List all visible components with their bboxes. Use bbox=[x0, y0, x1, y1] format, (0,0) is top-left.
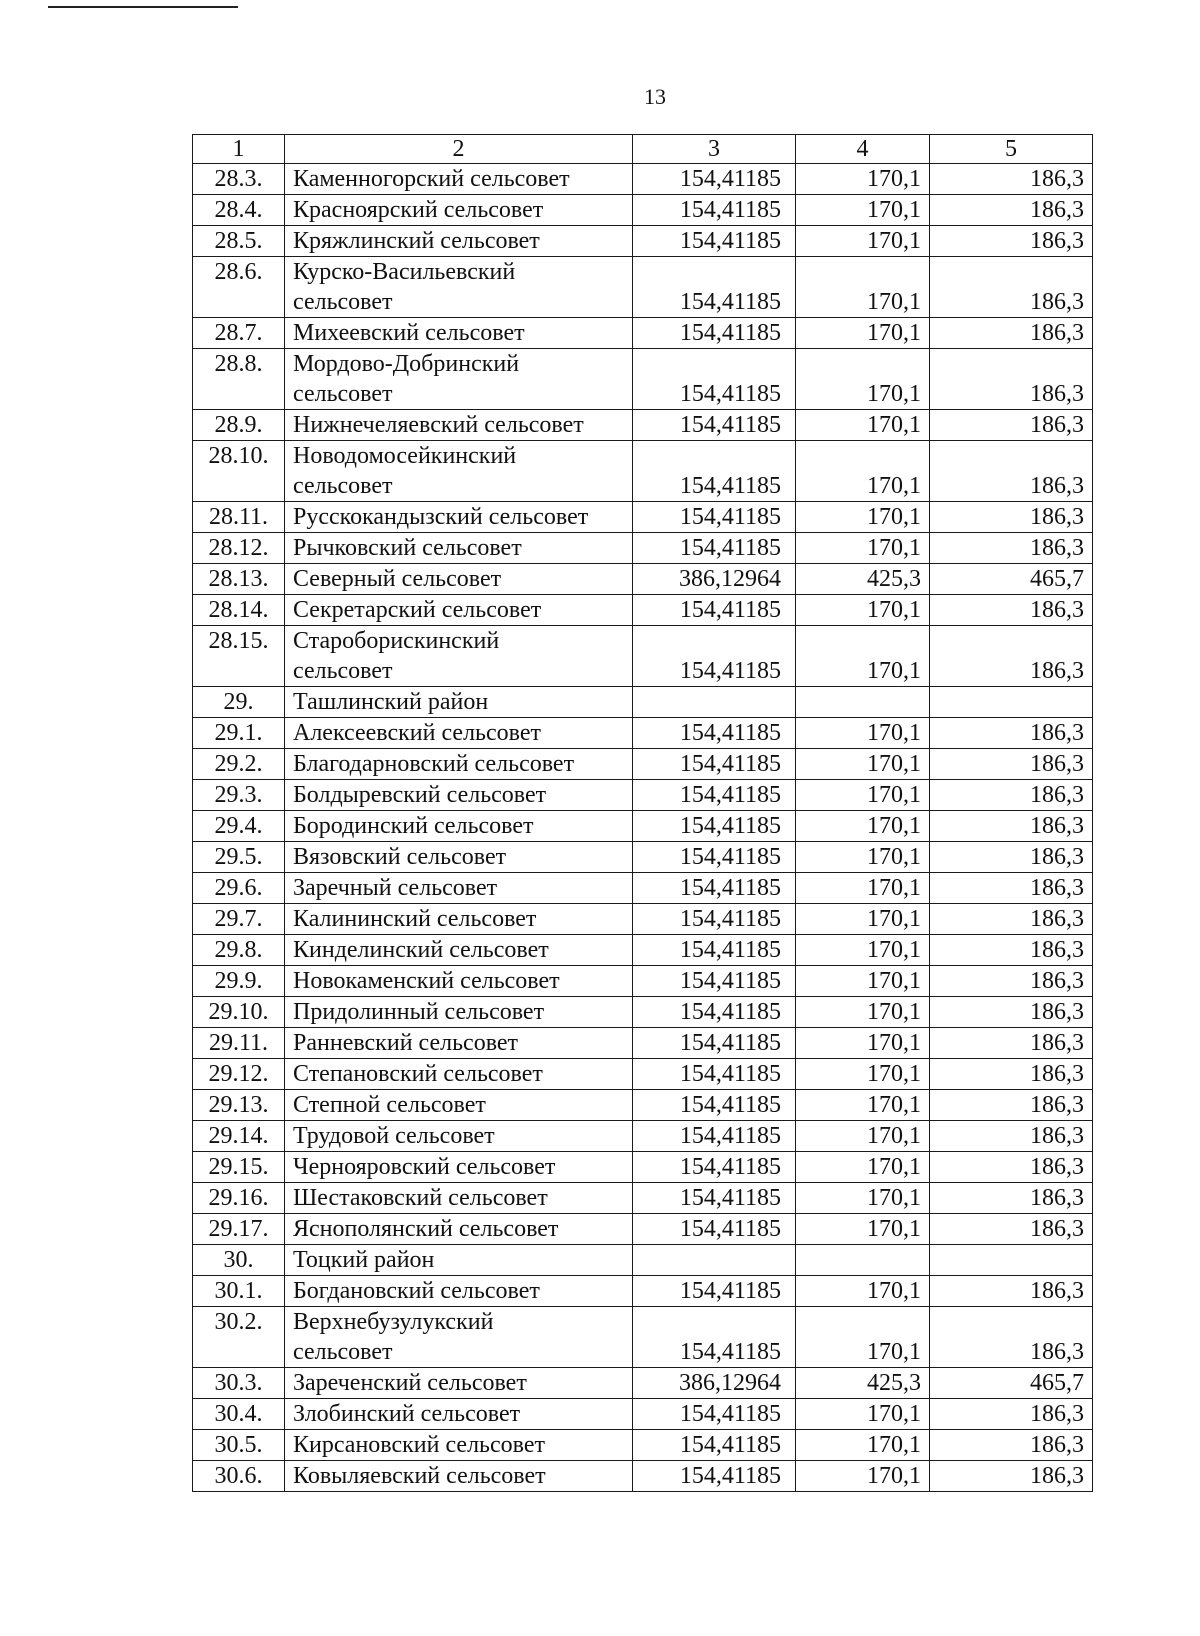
value-col-3: 154,41185 bbox=[633, 780, 796, 811]
table-row bbox=[193, 1183, 1093, 1214]
value-col-4: 170,1 bbox=[796, 904, 930, 935]
value-col-3: 154,41185 bbox=[633, 349, 796, 410]
table-row bbox=[193, 1214, 1093, 1245]
value-col-4: 170,1 bbox=[796, 318, 930, 349]
settlement-name-line: Новодомосейкинский bbox=[293, 443, 517, 469]
value-col-4: 170,1 bbox=[796, 718, 930, 749]
value-col-3: 154,41185 bbox=[633, 1090, 796, 1121]
table-row bbox=[193, 502, 1093, 533]
value-col-5: 186,3 bbox=[930, 904, 1093, 935]
value-col-3: 154,41185 bbox=[633, 873, 796, 904]
settlement-name: Ташлинский район bbox=[285, 687, 633, 718]
value-col-5: 186,3 bbox=[930, 349, 1093, 410]
column-header: 5 bbox=[930, 135, 1093, 164]
table-row bbox=[193, 1399, 1093, 1430]
settlement-name: Степной сельсовет bbox=[285, 1090, 633, 1121]
value-col-4: 170,1 bbox=[796, 966, 930, 997]
value-col-4: 170,1 bbox=[796, 1461, 930, 1492]
settlement-name: Придолинный сельсовет bbox=[285, 997, 633, 1028]
value-col-4: 170,1 bbox=[796, 1399, 930, 1430]
settlement-name: Болдыревский сельсовет bbox=[285, 780, 633, 811]
row-number: 29.2. bbox=[193, 749, 285, 780]
value-col-5: 186,3 bbox=[930, 966, 1093, 997]
row-number: 30.5. bbox=[193, 1430, 285, 1461]
row-number: 28.8. bbox=[193, 349, 285, 410]
value-col-5: 186,3 bbox=[930, 1307, 1093, 1368]
value-col-5: 186,3 bbox=[930, 1214, 1093, 1245]
value-col-5: 186,3 bbox=[930, 1399, 1093, 1430]
value-col-3: 154,41185 bbox=[633, 997, 796, 1028]
value-col-4: 170,1 bbox=[796, 1430, 930, 1461]
table-row bbox=[193, 842, 1093, 873]
value-col-4: 170,1 bbox=[796, 349, 930, 410]
value-col-5: 186,3 bbox=[930, 1430, 1093, 1461]
value-col-3: 154,41185 bbox=[633, 966, 796, 997]
value-col-3: 154,41185 bbox=[633, 1214, 796, 1245]
table-row bbox=[193, 1461, 1093, 1492]
value-col-3: 154,41185 bbox=[633, 1430, 796, 1461]
value-col-3: 154,41185 bbox=[633, 595, 796, 626]
rates-table bbox=[192, 134, 1093, 1492]
row-number: 29.16. bbox=[193, 1183, 285, 1214]
row-number: 29. bbox=[193, 687, 285, 718]
table-row bbox=[193, 1368, 1093, 1399]
settlement-name: Степановский сельсовет bbox=[285, 1059, 633, 1090]
value-col-4: 170,1 bbox=[796, 873, 930, 904]
value-col-5: 186,3 bbox=[930, 1059, 1093, 1090]
settlement-name: Бородинский сельсовет bbox=[285, 811, 633, 842]
value-col-3: 154,41185 bbox=[633, 935, 796, 966]
value-col-3: 154,41185 bbox=[633, 1028, 796, 1059]
value-col-5: 186,3 bbox=[930, 1152, 1093, 1183]
value-col-3: 154,41185 bbox=[633, 1059, 796, 1090]
value-col-5: 186,3 bbox=[930, 1183, 1093, 1214]
value-col-5: 186,3 bbox=[930, 257, 1093, 318]
value-col-5: 465,7 bbox=[930, 564, 1093, 595]
settlement-name bbox=[285, 626, 633, 687]
value-col-3: 154,41185 bbox=[633, 1461, 796, 1492]
value-col-4: 170,1 bbox=[796, 842, 930, 873]
row-number: 28.13. bbox=[193, 564, 285, 595]
value-col-3: 154,41185 bbox=[633, 1399, 796, 1430]
value-col-4: 170,1 bbox=[796, 1059, 930, 1090]
settlement-name: Шестаковский сельсовет bbox=[285, 1183, 633, 1214]
row-number: 28.7. bbox=[193, 318, 285, 349]
column-header: 1 bbox=[193, 135, 285, 164]
table-row bbox=[193, 873, 1093, 904]
value-col-3: 154,41185 bbox=[633, 502, 796, 533]
row-number: 29.17. bbox=[193, 1214, 285, 1245]
value-col-3 bbox=[633, 1245, 796, 1276]
settlement-name-line: сельсовет bbox=[293, 381, 393, 407]
value-col-4: 170,1 bbox=[796, 997, 930, 1028]
value-col-3: 386,12964 bbox=[633, 1368, 796, 1399]
settlement-name: Благодарновский сельсовет bbox=[285, 749, 633, 780]
value-col-3: 154,41185 bbox=[633, 904, 796, 935]
settlement-name-line: сельсовет bbox=[293, 289, 393, 315]
table-row bbox=[193, 1245, 1093, 1276]
settlement-name: Секретарский сельсовет bbox=[285, 595, 633, 626]
value-col-3: 154,41185 bbox=[633, 257, 796, 318]
settlement-name: Русскокандызский сельсовет bbox=[285, 502, 633, 533]
table-row bbox=[193, 1028, 1093, 1059]
value-col-3: 154,41185 bbox=[633, 226, 796, 257]
table-row bbox=[193, 1121, 1093, 1152]
value-col-4: 170,1 bbox=[796, 626, 930, 687]
table-row bbox=[193, 1307, 1093, 1368]
value-col-3: 154,41185 bbox=[633, 164, 796, 195]
table-row bbox=[193, 997, 1093, 1028]
table-row bbox=[193, 749, 1093, 780]
value-col-5: 186,3 bbox=[930, 195, 1093, 226]
value-col-3: 386,12964 bbox=[633, 564, 796, 595]
value-col-4: 170,1 bbox=[796, 1121, 930, 1152]
value-col-5: 186,3 bbox=[930, 718, 1093, 749]
settlement-name: Зареченский сельсовет bbox=[285, 1368, 633, 1399]
row-number: 28.5. bbox=[193, 226, 285, 257]
settlement-name: Рычковский сельсовет bbox=[285, 533, 633, 564]
value-col-3: 154,41185 bbox=[633, 718, 796, 749]
value-col-4: 170,1 bbox=[796, 1276, 930, 1307]
value-col-4: 170,1 bbox=[796, 1028, 930, 1059]
value-col-3: 154,41185 bbox=[633, 533, 796, 564]
value-col-3: 154,41185 bbox=[633, 410, 796, 441]
table-row bbox=[193, 257, 1093, 318]
value-col-5: 186,3 bbox=[930, 842, 1093, 873]
value-col-5: 186,3 bbox=[930, 749, 1093, 780]
column-header: 4 bbox=[796, 135, 930, 164]
value-col-5: 186,3 bbox=[930, 1461, 1093, 1492]
row-number: 29.4. bbox=[193, 811, 285, 842]
row-number: 29.1. bbox=[193, 718, 285, 749]
table-row bbox=[193, 195, 1093, 226]
table-row bbox=[193, 595, 1093, 626]
table-row bbox=[193, 811, 1093, 842]
table-row bbox=[193, 410, 1093, 441]
value-col-5: 186,3 bbox=[930, 997, 1093, 1028]
settlement-name: Алексеевский сельсовет bbox=[285, 718, 633, 749]
row-number: 28.9. bbox=[193, 410, 285, 441]
value-col-5: 186,3 bbox=[930, 533, 1093, 564]
row-number: 28.14. bbox=[193, 595, 285, 626]
settlement-name-line: сельсовет bbox=[293, 1339, 393, 1365]
settlement-name-line: Мордово-Добринский bbox=[293, 351, 520, 377]
settlement-name: Кинделинский сельсовет bbox=[285, 935, 633, 966]
table-row bbox=[193, 780, 1093, 811]
column-header: 2 bbox=[285, 135, 633, 164]
value-col-3: 154,41185 bbox=[633, 811, 796, 842]
value-col-5: 186,3 bbox=[930, 318, 1093, 349]
table-row bbox=[193, 564, 1093, 595]
value-col-3: 154,41185 bbox=[633, 749, 796, 780]
settlement-name-line: Староборискинский bbox=[293, 628, 500, 654]
settlement-name: Заречный сельсовет bbox=[285, 873, 633, 904]
settlement-name: Злобинский сельсовет bbox=[285, 1399, 633, 1430]
settlement-name: Калининский сельсовет bbox=[285, 904, 633, 935]
settlement-name: Вязовский сельсовет bbox=[285, 842, 633, 873]
value-col-4: 170,1 bbox=[796, 1307, 930, 1368]
settlement-name: Ранневский сельсовет bbox=[285, 1028, 633, 1059]
value-col-5: 186,3 bbox=[930, 226, 1093, 257]
value-col-3: 154,41185 bbox=[633, 1121, 796, 1152]
corner-rule bbox=[48, 6, 238, 8]
row-number: 29.14. bbox=[193, 1121, 285, 1152]
table-row bbox=[193, 718, 1093, 749]
value-col-4: 170,1 bbox=[796, 595, 930, 626]
rates-table-container bbox=[192, 134, 1092, 1492]
settlement-name: Яснополянский сельсовет bbox=[285, 1214, 633, 1245]
value-col-5: 186,3 bbox=[930, 1276, 1093, 1307]
value-col-4: 170,1 bbox=[796, 1090, 930, 1121]
value-col-4: 170,1 bbox=[796, 749, 930, 780]
row-number: 30.1. bbox=[193, 1276, 285, 1307]
value-col-3: 154,41185 bbox=[633, 626, 796, 687]
settlement-name: Чернояровский сельсовет bbox=[285, 1152, 633, 1183]
value-col-4 bbox=[796, 1245, 930, 1276]
row-number: 28.11. bbox=[193, 502, 285, 533]
value-col-5: 186,3 bbox=[930, 935, 1093, 966]
value-col-5 bbox=[930, 687, 1093, 718]
column-header: 3 bbox=[633, 135, 796, 164]
row-number: 30.4. bbox=[193, 1399, 285, 1430]
row-number: 29.6. bbox=[193, 873, 285, 904]
value-col-4: 170,1 bbox=[796, 1152, 930, 1183]
value-col-3: 154,41185 bbox=[633, 1183, 796, 1214]
table-row bbox=[193, 164, 1093, 195]
row-number: 30. bbox=[193, 1245, 285, 1276]
value-col-5: 186,3 bbox=[930, 873, 1093, 904]
settlement-name: Каменногорский сельсовет bbox=[285, 164, 633, 195]
table-row bbox=[193, 533, 1093, 564]
value-col-5: 186,3 bbox=[930, 780, 1093, 811]
settlement-name: Тоцкий район bbox=[285, 1245, 633, 1276]
value-col-4: 170,1 bbox=[796, 533, 930, 564]
value-col-4: 425,3 bbox=[796, 1368, 930, 1399]
page-number: 13 bbox=[644, 84, 666, 109]
settlement-name: Северный сельсовет bbox=[285, 564, 633, 595]
table-row bbox=[193, 1090, 1093, 1121]
value-col-4: 170,1 bbox=[796, 441, 930, 502]
value-col-3: 154,41185 bbox=[633, 318, 796, 349]
settlement-name bbox=[285, 1307, 633, 1368]
value-col-5: 186,3 bbox=[930, 1090, 1093, 1121]
table-row bbox=[193, 1430, 1093, 1461]
settlement-name bbox=[285, 441, 633, 502]
table-row bbox=[193, 349, 1093, 410]
row-number: 29.9. bbox=[193, 966, 285, 997]
value-col-3: 154,41185 bbox=[633, 1276, 796, 1307]
value-col-3 bbox=[633, 687, 796, 718]
row-number: 29.11. bbox=[193, 1028, 285, 1059]
value-col-5: 186,3 bbox=[930, 811, 1093, 842]
settlement-name: Красноярский сельсовет bbox=[285, 195, 633, 226]
row-number: 28.6. bbox=[193, 257, 285, 318]
table-row bbox=[193, 441, 1093, 502]
settlement-name: Кряжлинский сельсовет bbox=[285, 226, 633, 257]
table-row bbox=[193, 1152, 1093, 1183]
value-col-4: 170,1 bbox=[796, 811, 930, 842]
settlement-name: Новокаменский сельсовет bbox=[285, 966, 633, 997]
row-number: 29.10. bbox=[193, 997, 285, 1028]
table-row bbox=[193, 1276, 1093, 1307]
row-number: 29.7. bbox=[193, 904, 285, 935]
row-number: 29.3. bbox=[193, 780, 285, 811]
settlement-name-line: сельсовет bbox=[293, 658, 393, 684]
table-row bbox=[193, 687, 1093, 718]
value-col-5: 186,3 bbox=[930, 1121, 1093, 1152]
value-col-4: 170,1 bbox=[796, 410, 930, 441]
value-col-4: 170,1 bbox=[796, 935, 930, 966]
value-col-4: 170,1 bbox=[796, 257, 930, 318]
value-col-5: 465,7 bbox=[930, 1368, 1093, 1399]
row-number: 29.12. bbox=[193, 1059, 285, 1090]
table-row bbox=[193, 1059, 1093, 1090]
row-number: 29.13. bbox=[193, 1090, 285, 1121]
row-number: 30.3. bbox=[193, 1368, 285, 1399]
value-col-4: 170,1 bbox=[796, 164, 930, 195]
column-number-row bbox=[193, 135, 1093, 164]
settlement-name: Ковыляевский сельсовет bbox=[285, 1461, 633, 1492]
value-col-5: 186,3 bbox=[930, 502, 1093, 533]
settlement-name: Богдановский сельсовет bbox=[285, 1276, 633, 1307]
row-number: 30.6. bbox=[193, 1461, 285, 1492]
value-col-5: 186,3 bbox=[930, 595, 1093, 626]
settlement-name: Трудовой сельсовет bbox=[285, 1121, 633, 1152]
row-number: 28.4. bbox=[193, 195, 285, 226]
value-col-5: 186,3 bbox=[930, 626, 1093, 687]
table-row bbox=[193, 226, 1093, 257]
settlement-name-line: Курско-Васильевский bbox=[293, 259, 516, 285]
settlement-name-line: Верхнебузулукский bbox=[293, 1309, 494, 1335]
value-col-5: 186,3 bbox=[930, 441, 1093, 502]
value-col-4: 170,1 bbox=[796, 502, 930, 533]
settlement-name: Кирсановский сельсовет bbox=[285, 1430, 633, 1461]
row-number: 28.15. bbox=[193, 626, 285, 687]
value-col-5: 186,3 bbox=[930, 1028, 1093, 1059]
value-col-4: 170,1 bbox=[796, 780, 930, 811]
value-col-4: 170,1 bbox=[796, 1214, 930, 1245]
value-col-3: 154,41185 bbox=[633, 441, 796, 502]
value-col-5: 186,3 bbox=[930, 410, 1093, 441]
value-col-3: 154,41185 bbox=[633, 1307, 796, 1368]
table-row bbox=[193, 966, 1093, 997]
row-number: 29.15. bbox=[193, 1152, 285, 1183]
value-col-4 bbox=[796, 687, 930, 718]
table-row bbox=[193, 626, 1093, 687]
row-number: 30.2. bbox=[193, 1307, 285, 1368]
value-col-4: 425,3 bbox=[796, 564, 930, 595]
settlement-name-line: сельсовет bbox=[293, 473, 393, 499]
row-number: 28.10. bbox=[193, 441, 285, 502]
settlement-name: Нижнечеляевский сельсовет bbox=[285, 410, 633, 441]
value-col-4: 170,1 bbox=[796, 226, 930, 257]
value-col-4: 170,1 bbox=[796, 195, 930, 226]
row-number: 28.12. bbox=[193, 533, 285, 564]
value-col-4: 170,1 bbox=[796, 1183, 930, 1214]
row-number: 28.3. bbox=[193, 164, 285, 195]
settlement-name: Михеевский сельсовет bbox=[285, 318, 633, 349]
value-col-3: 154,41185 bbox=[633, 842, 796, 873]
value-col-3: 154,41185 bbox=[633, 195, 796, 226]
value-col-3: 154,41185 bbox=[633, 1152, 796, 1183]
row-number: 29.5. bbox=[193, 842, 285, 873]
table-row bbox=[193, 904, 1093, 935]
settlement-name bbox=[285, 257, 633, 318]
table-row bbox=[193, 935, 1093, 966]
value-col-5 bbox=[930, 1245, 1093, 1276]
table-row bbox=[193, 318, 1093, 349]
row-number: 29.8. bbox=[193, 935, 285, 966]
settlement-name bbox=[285, 349, 633, 410]
value-col-5: 186,3 bbox=[930, 164, 1093, 195]
